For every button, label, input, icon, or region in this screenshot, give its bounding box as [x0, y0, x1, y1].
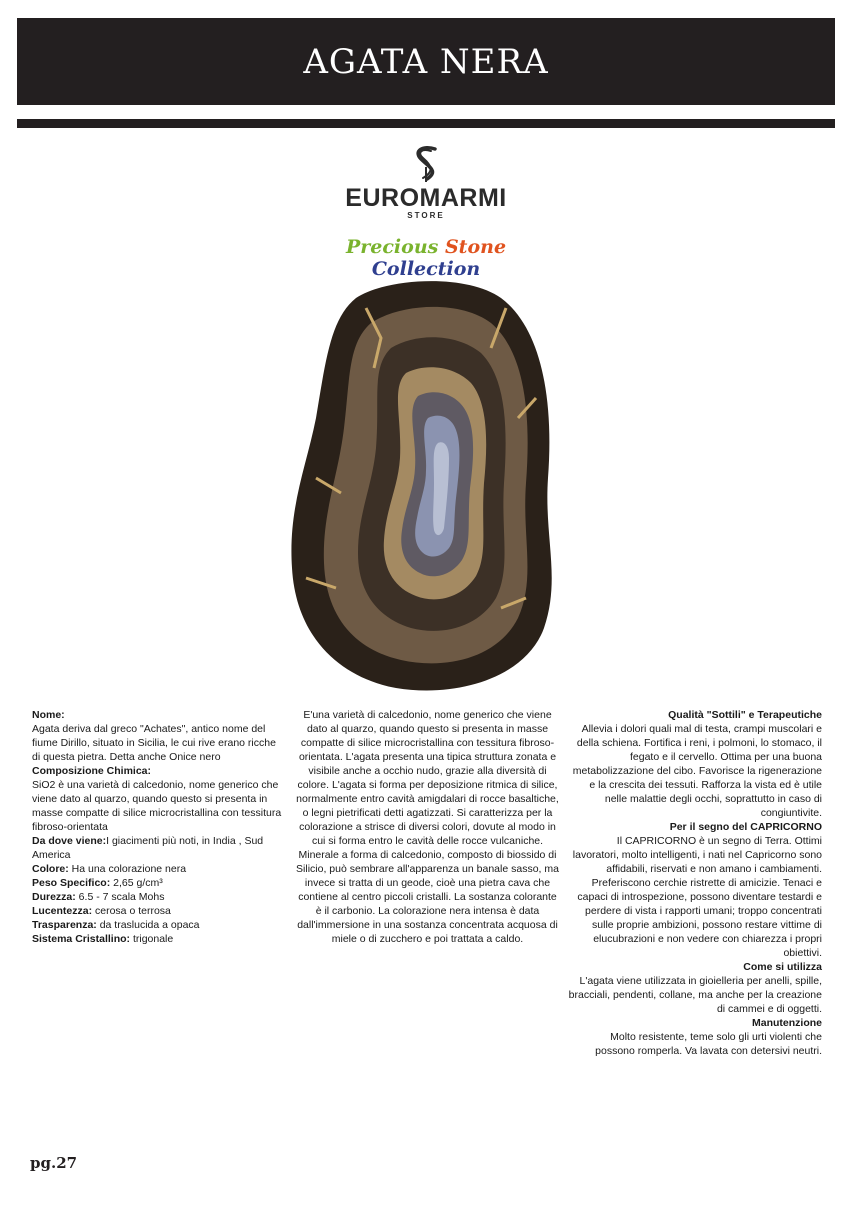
peso-row — [32, 876, 282, 890]
collection-word-1: Precious — [345, 236, 439, 258]
qualita-label: Qualità "Sottili" e Terapeutiche — [668, 709, 822, 721]
nome-text: Agata deriva dal greco "Achates", antico nome del fiume Dirillo, situato in Sicilia, le cui rive erano ricche di questa pietra. Detta anche Onice nero — [32, 723, 276, 763]
segno-label: Per il segno del CAPRICORNO — [669, 821, 822, 833]
nome-label: Nome: — [32, 709, 65, 721]
provenienza-row — [32, 834, 282, 862]
lucentezza-row — [32, 904, 282, 918]
qualita-text: Allevia i dolori quali mal di testa, crampi muscolari e della schiena. Fortifica i reni, i polmoni, lo stomaco, il fegato e il cervello. Ottima per una buona metabolizzazione del cibo. Favorisce la rigenerazione e la crescita dei tessuti. Rafforza la vista ed è utile nelle malattie degli occhi, soprattutto in caso di congiuntivite. — [572, 723, 822, 819]
collection-title — [300, 236, 552, 280]
header-divider — [17, 119, 835, 128]
column-qualities — [568, 708, 822, 1058]
lucentezza-label: Lucentezza: — [32, 905, 93, 917]
sistema-text: trigonale — [130, 933, 174, 945]
description-text: E'una varietà di calcedonio, nome generico che viene dato al quarzo, quando questo si presenta in masse compatte di silice microcristallina con tessitura fibroso-orientata. L'agata presenta una tipica struttura zonata e visibile anche a occhio nudo, grazie alla diversità di colore. L'agata si forma per deposizione ritmica di silice, normalmente entro cavità amigdalari di rocce basaltiche, o legni pietrificati detti agatizzati. Si caratterizza per la colorazione a strisce di diversi colori, dovute al modo in cui si forma entro le cavità delle rocce vulcaniche. Minerale a forma di calcedonio, composto di biossido di Silicio, può sembrare all'apparenza un banale sasso, ma invece si tratta di un geode, cioè una pietra cava che contiene al centro piccoli cristalli. La sostanza colorante è il carbonio. La colorazione nera intensa è data dall'immersione in una sostanza concentrata acquosa di miele o di zucchero e poi trattata a caldo. — [296, 709, 559, 945]
composizione-text: SiO2 è una varietà di calcedonio, nome generico che viene dato al quarzo, quando questo si presenta in masse compatte di silice microcristallina con tessitura fibroso-orientata — [32, 779, 282, 833]
colore-text: Ha una colorazione nera — [68, 863, 187, 875]
trasparenza-row — [32, 918, 282, 932]
logo-s-mark-icon — [409, 145, 443, 183]
column-description — [295, 708, 560, 946]
utilizzo-label: Come si utilizza — [743, 961, 822, 973]
utilizzo-text: L'agata viene utilizzata in gioielleria per anelli, spille, bracciali, pendenti, collane, ma anche per la creazione di cammei e di oggetti. — [568, 975, 822, 1015]
composizione-label: Composizione Chimica: — [32, 765, 152, 777]
manutenzione-label: Manutenzione — [752, 1017, 822, 1029]
agate-stone-image — [286, 278, 568, 693]
peso-label: Peso Specifico: — [32, 877, 111, 889]
durezza-row — [32, 890, 282, 904]
brand-sub: STORE — [407, 211, 445, 220]
title-banner — [17, 18, 835, 105]
durezza-label: Durezza: — [32, 891, 76, 903]
page-number: pg.27 — [30, 1154, 78, 1172]
euromarmi-logo — [300, 145, 552, 221]
trasparenza-label: Trasparenza: — [32, 919, 97, 931]
trasparenza-text: da traslucida a opaca — [96, 919, 200, 931]
collection-word-2: Stone — [444, 236, 507, 258]
segno-text: Il CAPRICORNO è un segno di Terra. Ottimi lavoratori, molto intelligenti, i nati nel Capricorno sono affidabili, riservati e non amano i cambiamenti. Preferiscono cerchie ristrette di amicizie. Tenaci e capaci di introspezione, possono diventare testardi e perdere di vista i rapporti umani; troppo concentrati sulle proprie ambizioni, possono restare vittime di elucubrazioni e non vedere con chiarezza i propri obiettivi. — [572, 835, 822, 959]
sistema-label: Sistema Cristallino: — [32, 933, 131, 945]
collection-word-3: Collection — [371, 258, 481, 280]
manutenzione-text: Molto resistente, teme solo gli urti violenti che possono romperla. Va lavata con detersivi neutri. — [595, 1031, 822, 1057]
column-properties — [32, 708, 282, 946]
durezza-text: 6.5 - 7 scala Mohs — [75, 891, 165, 903]
page-title: AGATA NERA — [303, 41, 549, 82]
provenienza-text: I giacimenti più noti, in India , Sud America — [32, 835, 264, 861]
colore-row — [32, 862, 282, 876]
colore-label: Colore: — [32, 863, 69, 875]
provenienza-label: Da dove viene: — [32, 835, 107, 847]
brand-name: EUROMARMI — [345, 184, 507, 212]
lucentezza-text: cerosa o terrosa — [92, 905, 171, 917]
sistema-row — [32, 932, 282, 946]
peso-text: 2,65 g/cm³ — [110, 877, 163, 889]
